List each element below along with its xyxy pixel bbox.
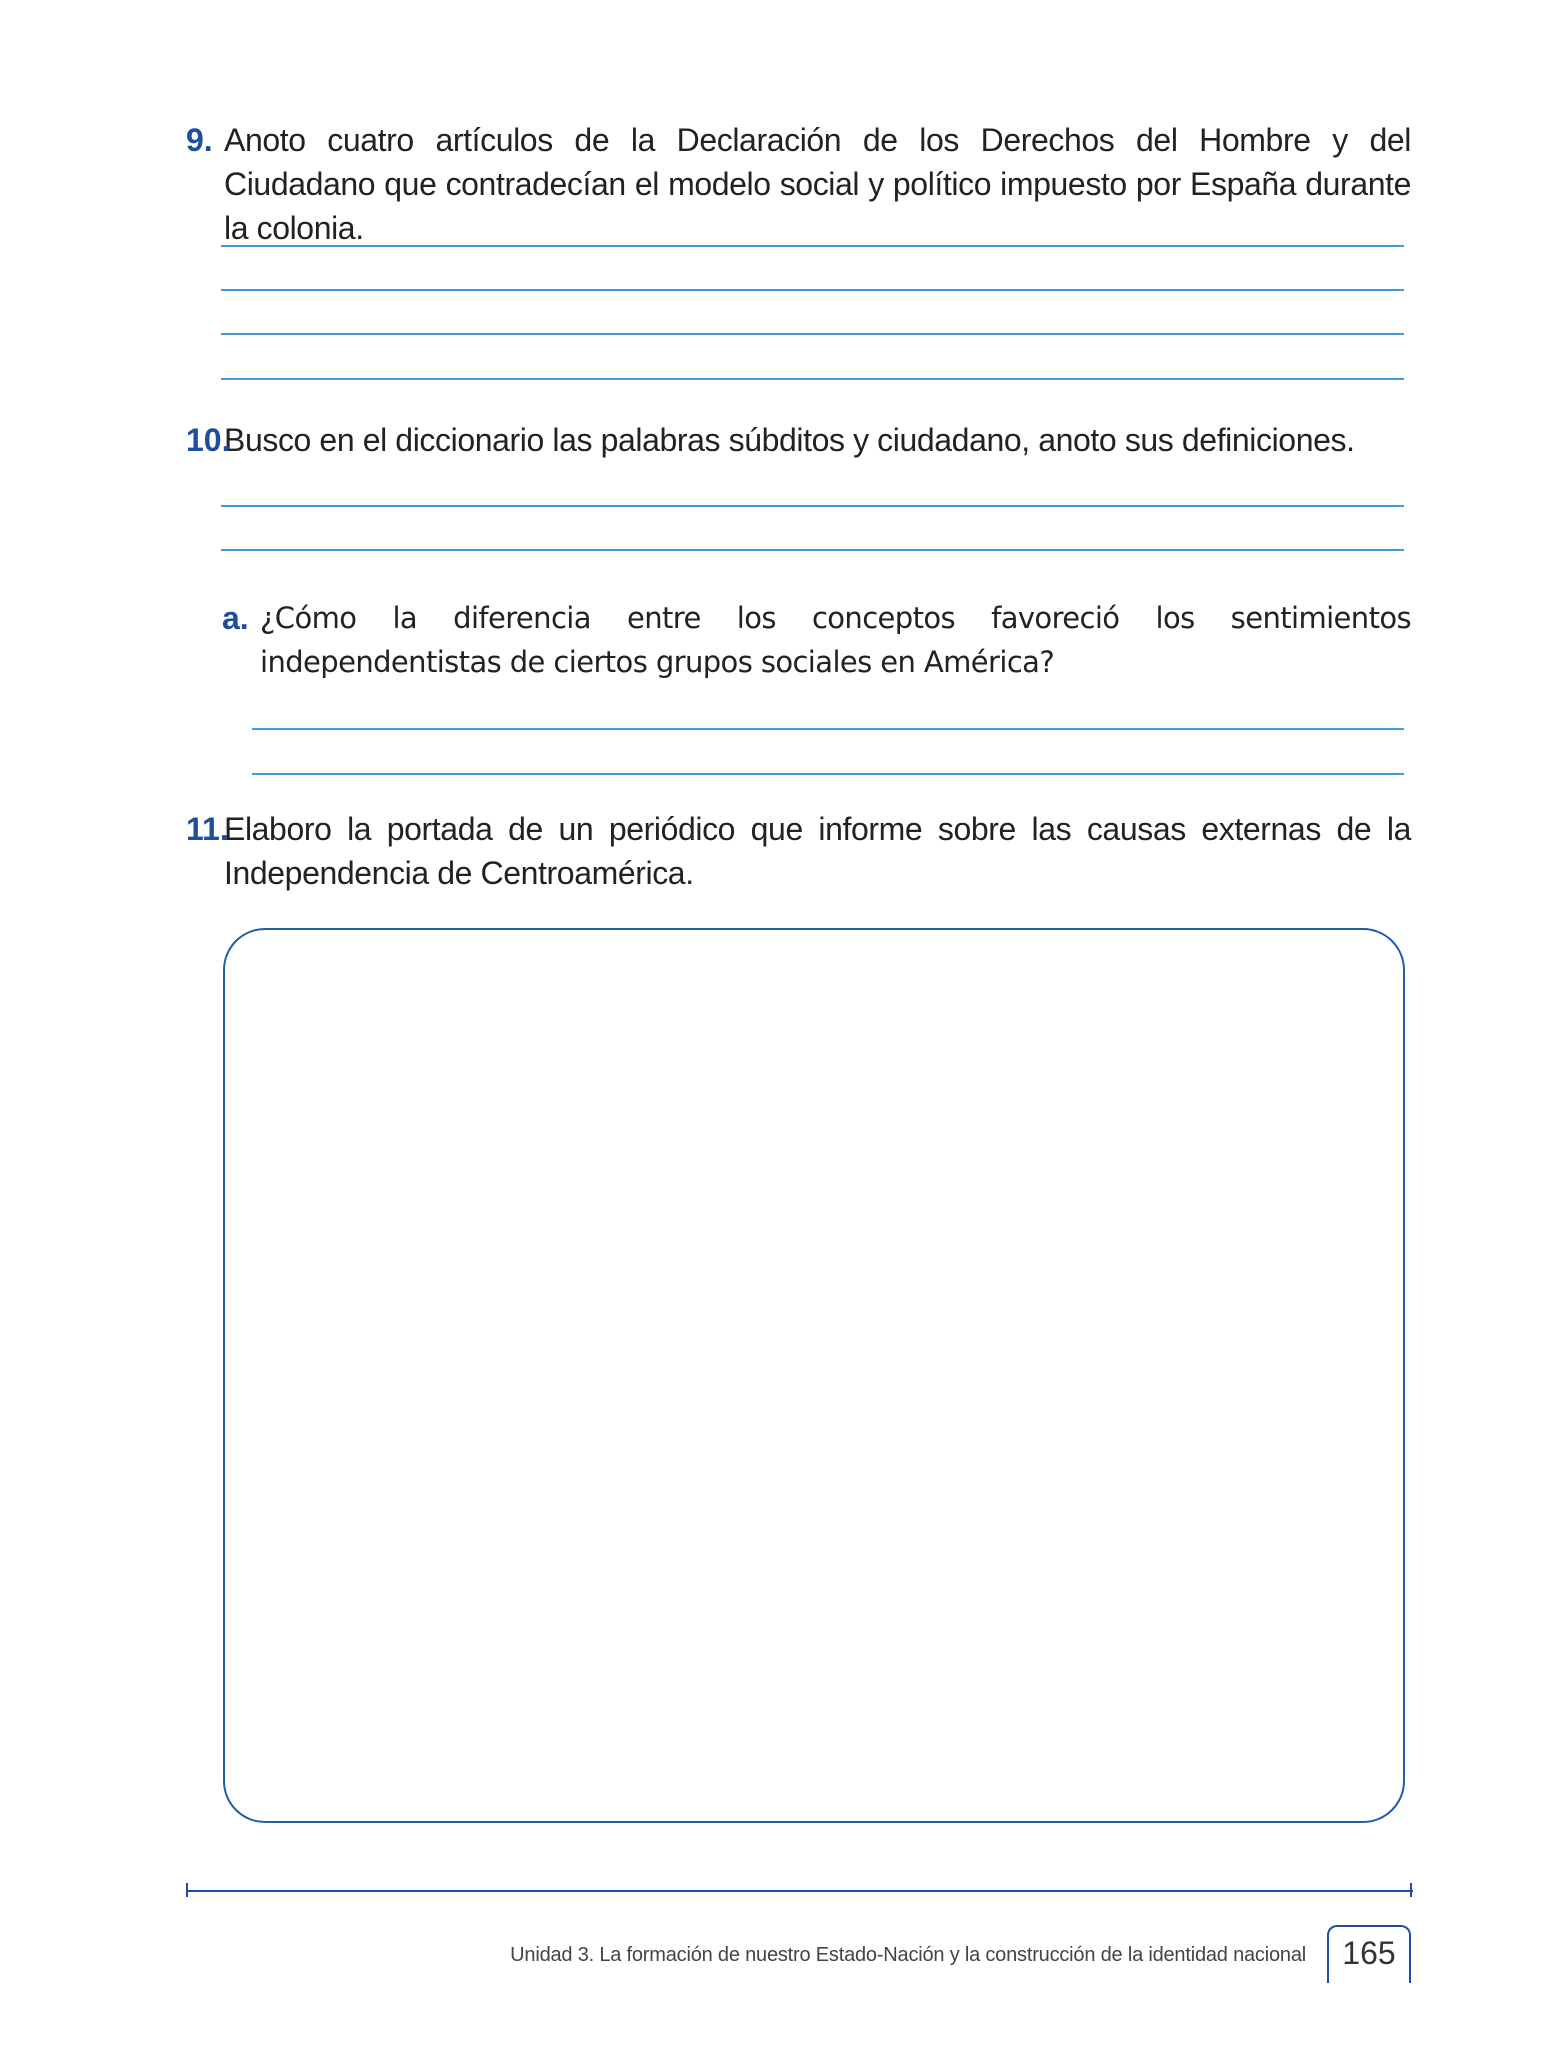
page-number: 165 (1327, 1925, 1411, 1983)
answer-line[interactable] (221, 333, 1404, 335)
answer-line[interactable] (252, 728, 1404, 730)
sub-question-a (222, 596, 1411, 684)
question-9 (186, 118, 1411, 250)
answer-line[interactable] (221, 289, 1404, 291)
question-number: 11. (186, 811, 229, 847)
question-text: Busco en el diccionario las palabras súbditos y ciudadano, anoto sus definiciones. (224, 422, 1355, 458)
answer-line[interactable] (221, 378, 1404, 380)
answer-line[interactable] (252, 773, 1404, 775)
question-number: 9. (186, 122, 213, 158)
newspaper-frame[interactable] (223, 928, 1405, 1823)
question-10 (186, 418, 1411, 462)
footer-rule-tick (186, 1883, 188, 1897)
answer-line[interactable] (221, 549, 1404, 551)
question-text: Elaboro la portada de un periódico que informe sobre las causas externas de la Independencia de Centroamérica. (224, 811, 1411, 891)
answer-line[interactable] (221, 505, 1404, 507)
sub-question-text: ¿Cómo la diferencia entre los conceptos favoreció los sentimientos independentistas de ciertos grupos sociales en América? (260, 601, 1411, 679)
footer-rule (187, 1890, 1413, 1892)
question-text: Anoto cuatro artículos de la Declaración de los Derechos del Hombre y del Ciudadano que contradecían el modelo social y político impuesto por España durante la colonia. (224, 122, 1411, 246)
unit-title: Unidad 3. La formación de nuestro Estado-Nación y la construcción de la identidad nacional (510, 1944, 1306, 1966)
sub-question-letter: a. (222, 600, 249, 636)
question-number: 10. (186, 422, 231, 458)
question-11 (186, 807, 1411, 895)
footer-rule-tick (1410, 1883, 1412, 1897)
answer-line[interactable] (221, 245, 1404, 247)
